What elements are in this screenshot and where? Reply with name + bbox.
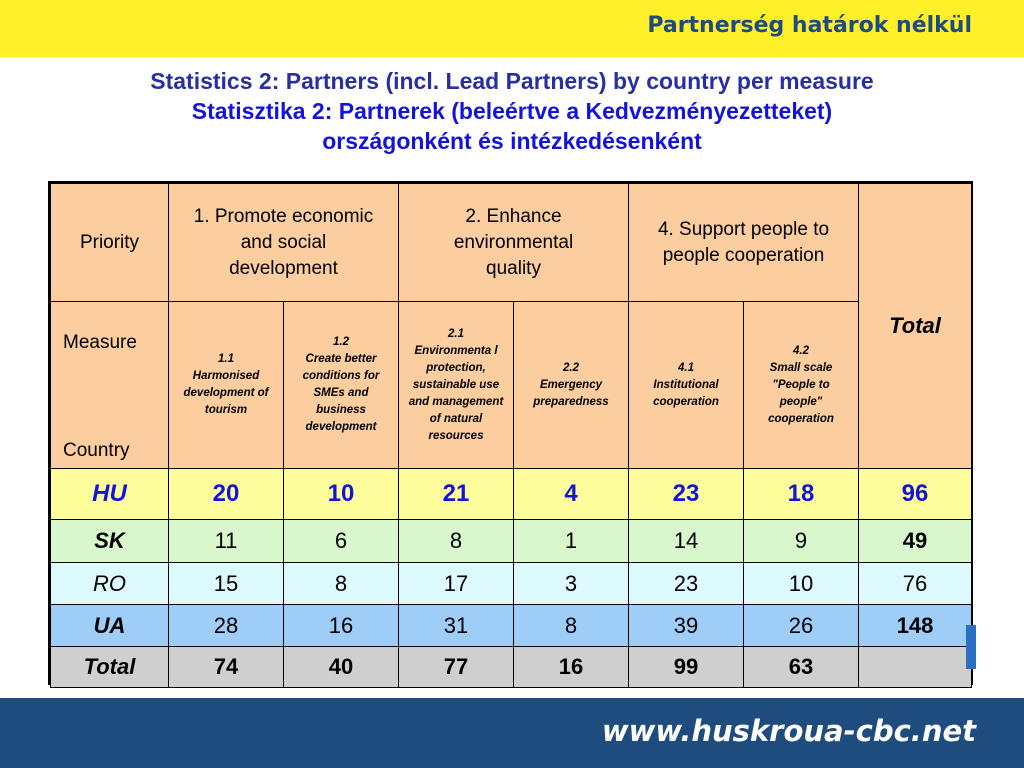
priority-4-header: 4. Support people to people cooperation (629, 184, 859, 302)
priority-2-header: 2. Enhance environmental quality (399, 184, 629, 302)
measure-text: Harmonised development of tourism (183, 370, 269, 416)
measure-2-1-header (399, 302, 514, 469)
measure-text: Emergency preparedness (533, 378, 609, 408)
value-cell: 18 (744, 469, 859, 520)
measure-4-2-header (744, 302, 859, 469)
title-hungarian-line1: Statisztika 2: Partnerek (beleértve a Kedvezményezetteket) (191, 98, 833, 124)
value-cell: 4 (514, 469, 629, 520)
column-total-cell: 77 (399, 647, 514, 688)
column-total-cell: 74 (169, 647, 284, 688)
measure-number: 4.2 (793, 344, 809, 357)
value-cell: 6 (284, 520, 399, 563)
value-cell: 8 (514, 605, 629, 647)
column-total-cell: 16 (514, 647, 629, 688)
title-hungarian-line2: országonként és intézkedésenként (322, 128, 702, 154)
table-row-ua (51, 605, 972, 647)
measure-1-1-header (169, 302, 284, 469)
measure-country-header (51, 302, 169, 469)
priority-1-header: 1. Promote economic and social development (169, 184, 399, 302)
measure-text: Create better conditions for SMEs and business development (302, 353, 380, 433)
measure-text: Small scale "People to people" cooperation (768, 361, 834, 425)
measure-number: 2.1 (448, 327, 464, 340)
measure-text: Institutional cooperation (653, 378, 719, 408)
measure-2-2-header (514, 302, 629, 469)
measure-1-2-header (284, 302, 399, 469)
table-row-ro (51, 563, 972, 605)
table-row-totals (51, 647, 972, 688)
measure-label: Measure (63, 332, 137, 353)
measure-number: 4.1 (678, 361, 694, 374)
value-cell: 9 (744, 520, 859, 563)
value-cell: 1 (514, 520, 629, 563)
value-cell: 39 (629, 605, 744, 647)
value-cell: 14 (629, 520, 744, 563)
measure-4-1-header (629, 302, 744, 469)
grand-total-cell (859, 647, 972, 688)
value-cell: 10 (744, 563, 859, 605)
value-cell: 16 (284, 605, 399, 647)
measure-number: 2.2 (563, 361, 579, 374)
column-total-cell: 99 (629, 647, 744, 688)
column-total-cell: 63 (744, 647, 859, 688)
country-cell: HU (51, 469, 169, 520)
value-cell: 23 (629, 469, 744, 520)
side-accent-bar (966, 625, 976, 669)
priority-header: Priority (51, 184, 169, 302)
value-cell: 21 (399, 469, 514, 520)
row-total-cell: 148 (859, 605, 972, 647)
footer-banner (0, 698, 1024, 768)
measure-number: 1.2 (333, 336, 349, 348)
value-cell: 17 (399, 563, 514, 605)
slide-title (0, 66, 1024, 156)
country-cell: RO (51, 563, 169, 605)
table-row-hu (51, 469, 972, 520)
top-banner (0, 0, 1024, 57)
row-total-cell: 96 (859, 469, 972, 520)
table-row-sk (51, 520, 972, 563)
statistics-table (48, 181, 973, 685)
value-cell: 8 (284, 563, 399, 605)
brand-title: Partnerség határok nélkül (647, 13, 972, 38)
value-cell: 3 (514, 563, 629, 605)
country-label: Country (63, 440, 130, 461)
website-url: www.huskroua-cbc.net (601, 714, 976, 748)
measure-text: Environmenta l protection, sustainable use and management of natural resources (408, 344, 504, 442)
value-cell: 8 (399, 520, 514, 563)
value-cell: 23 (629, 563, 744, 605)
row-total-cell: 76 (859, 563, 972, 605)
total-header: Total (859, 184, 972, 469)
value-cell: 20 (169, 469, 284, 520)
title-english: Statistics 2: Partners (incl. Lead Partners) by country per measure (150, 68, 874, 94)
column-total-cell: 40 (284, 647, 399, 688)
value-cell: 28 (169, 605, 284, 647)
totals-label-cell: Total (51, 647, 169, 688)
value-cell: 26 (744, 605, 859, 647)
value-cell: 10 (284, 469, 399, 520)
value-cell: 15 (169, 563, 284, 605)
country-cell: UA (51, 605, 169, 647)
measure-number: 1.1 (218, 353, 234, 365)
value-cell: 11 (169, 520, 284, 563)
value-cell: 31 (399, 605, 514, 647)
row-total-cell: 49 (859, 520, 972, 563)
country-cell: SK (51, 520, 169, 563)
